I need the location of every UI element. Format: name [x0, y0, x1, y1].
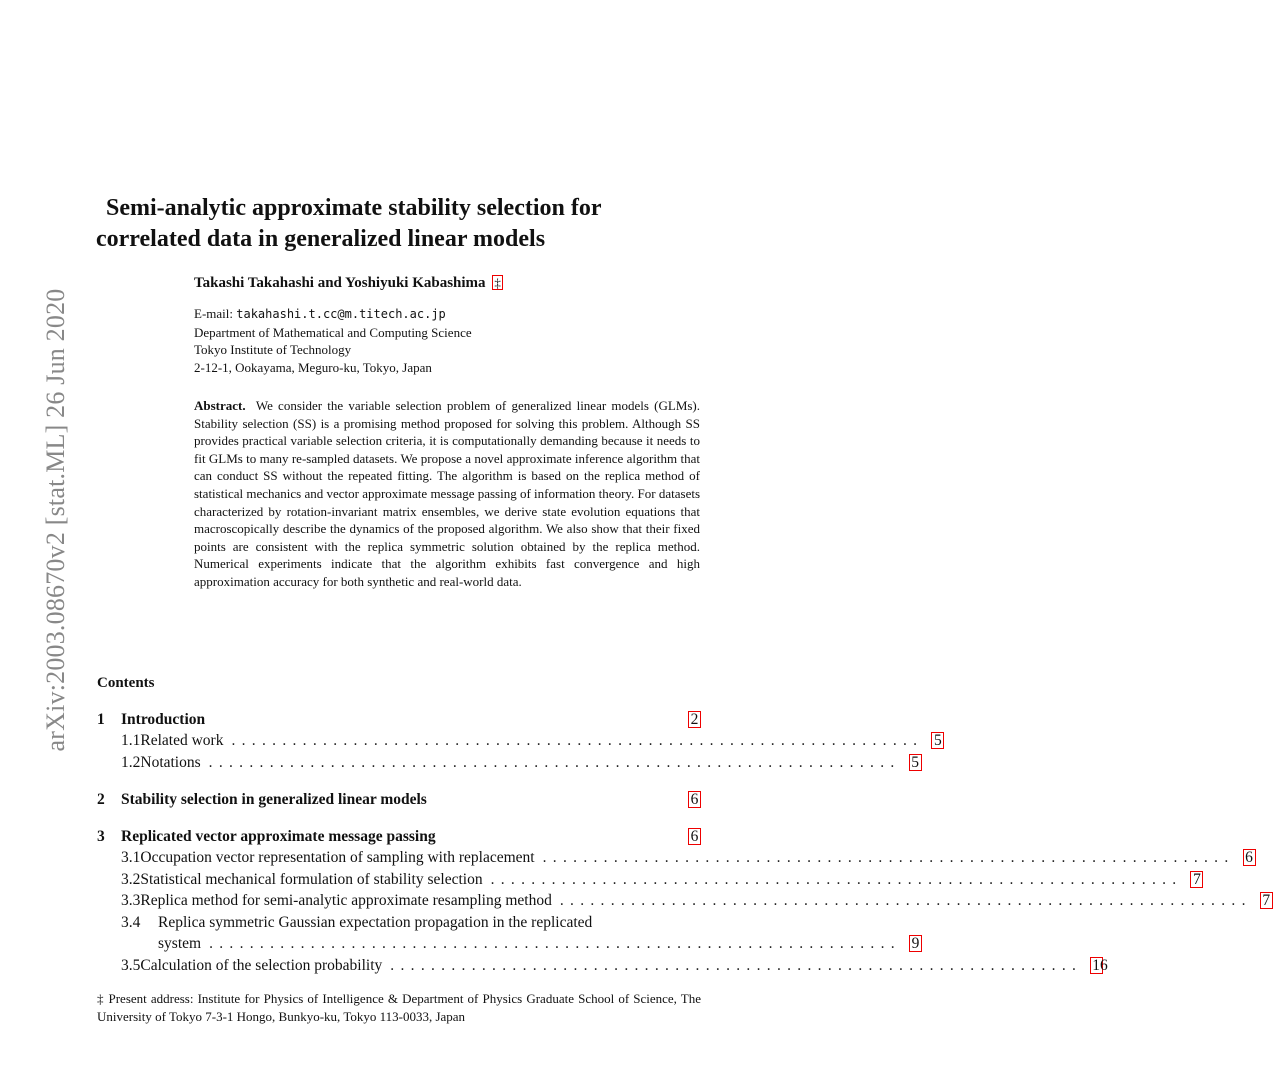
affiliation [194, 305, 472, 376]
toc-section-3-5[interactable] [97, 956, 1108, 979]
toc-leader: .................................................................... [208, 753, 901, 771]
toc-leader: .................................................................... [390, 956, 1083, 974]
abstract-text: We consider the variable selection problem of generalized linear models (GLMs). Stability selection (SS) is a promising method proposed for solving this problem. Although SS provides practical variable selection criteria, it is computationally demanding because it needs to fit GLMs to many re-sampled datasets. We propose a novel approximate inference algorithm that can conduct SS without the repeated fitting. The algorithm is based on the replica method of statistical mechanics and vector approximate message passing of information theory. For datasets characterized by rotation-invariant matrix ensembles, we derive state evolution equations that macroscopically describe the dynamics of the proposed algorithm. We also show that their fixed points are consistent with the replica symmetric solution obtained by the replica method. Numerical experiments indicate that the algorithm exhibits fast convergence and high approximation accuracy for both synthetic and real-world data. [194, 398, 701, 589]
toc-page-link[interactable]: 9 [909, 935, 922, 952]
toc-num: 3.2 [121, 870, 141, 888]
footnote-text: Present address: Institute for Physics of Intelligence & Department of Physics Graduate School of Science, The University of Tokyo 7-3-1 Hongo, Bunkyo-ku, Tokyo 113-0033, Japan [97, 991, 702, 1024]
email-line [194, 305, 472, 324]
toc-section-1-2[interactable] [97, 753, 919, 776]
author-names: Takashi Takahashi and Yoshiyuki Kabashima [194, 275, 486, 291]
toc-leader: .................................................................... [231, 732, 924, 749]
toc-num: 3.1 [121, 849, 141, 866]
toc-page-link[interactable]: 7 [1190, 871, 1203, 888]
toc-page-link[interactable]: 5 [931, 732, 944, 749]
toc-title: Occupation vector representation of sampling with replacement [140, 849, 535, 866]
footnote [97, 990, 701, 1026]
toc-leader: .................................................................... [209, 935, 901, 952]
toc-title: Calculation of the selection probability [140, 956, 383, 974]
toc-section-3-1[interactable] [97, 849, 1253, 871]
author-footnote-link[interactable]: ‡ [494, 275, 501, 290]
toc-page-link[interactable]: 7 [1260, 892, 1273, 909]
title-line-2: correlated data in generalized linear models [96, 226, 546, 252]
toc-section-3-2[interactable] [97, 870, 1201, 893]
toc-title: Replica symmetric Gaussian expectation propagation in the replicated [158, 913, 593, 931]
toc-title: Introduction [121, 711, 206, 728]
toc-section-2[interactable] [97, 791, 701, 812]
toc-title-continued: system [158, 935, 202, 952]
toc-title: Replicated vector approximate message passing [121, 828, 436, 845]
arxiv-stamp: arXiv:2003.08670v2 [stat.ML] 26 Jun 2020 [41, 288, 70, 752]
toc-num: 1 [97, 711, 105, 728]
toc-num: 3.5 [121, 956, 141, 974]
toc-leader: .................................................................... [490, 870, 1183, 888]
toc-section-1-1[interactable] [97, 732, 942, 754]
toc-title: Notations [140, 753, 201, 771]
contents-heading: Contents [97, 675, 155, 691]
address: 2-12-1, Ookayama, Meguro-ku, Tokyo, Japan [194, 359, 432, 375]
toc-section-1[interactable] [97, 711, 701, 732]
abstract-label: Abstract. [194, 398, 246, 413]
toc-leader: .................................................................... [559, 892, 1252, 909]
toc-num: 1.1 [121, 732, 141, 749]
toc-page-link[interactable]: 16 [1092, 956, 1108, 974]
toc-page-link[interactable]: 6 [688, 791, 701, 808]
toc-section-3[interactable] [97, 828, 701, 849]
toc-leader: .................................................................... [542, 849, 1235, 866]
authors [194, 275, 503, 292]
abstract [194, 397, 700, 591]
toc-num: 3 [97, 828, 105, 845]
toc-section-3-4[interactable] [97, 914, 701, 936]
table-of-contents [97, 711, 1271, 978]
toc-page-link[interactable]: 5 [909, 754, 922, 771]
toc-title: Statistical mechanical formulation of stability selection [140, 870, 483, 888]
toc-page-link[interactable]: 6 [1243, 849, 1256, 866]
toc-section-3-4-cont[interactable] [97, 935, 920, 957]
paper-title [96, 193, 716, 255]
institute: Tokyo Institute of Technology [194, 342, 352, 357]
toc-page-link[interactable]: 6 [688, 828, 701, 845]
department: Department of Mathematical and Computing Science [194, 324, 472, 340]
email-label: E-mail: [194, 306, 233, 321]
toc-section-3-3[interactable] [97, 892, 1271, 914]
footnote-mark: ‡ [97, 991, 105, 1006]
toc-num: 3.4 [121, 913, 141, 931]
toc-page-link[interactable]: 2 [688, 711, 701, 728]
toc-title: Replica method for semi-analytic approximate resampling method [140, 892, 552, 909]
toc-num: 1.2 [121, 753, 141, 771]
toc-title: Related work [140, 732, 224, 749]
toc-num: 3.3 [121, 892, 141, 909]
title-line-1: Semi-analytic approximate stability selection for [106, 195, 602, 221]
toc-num: 2 [97, 791, 105, 808]
email-address[interactable]: takahashi.t.cc@m.titech.ac.jp [236, 307, 446, 321]
toc-title: Stability selection in generalized linear models [121, 791, 427, 808]
